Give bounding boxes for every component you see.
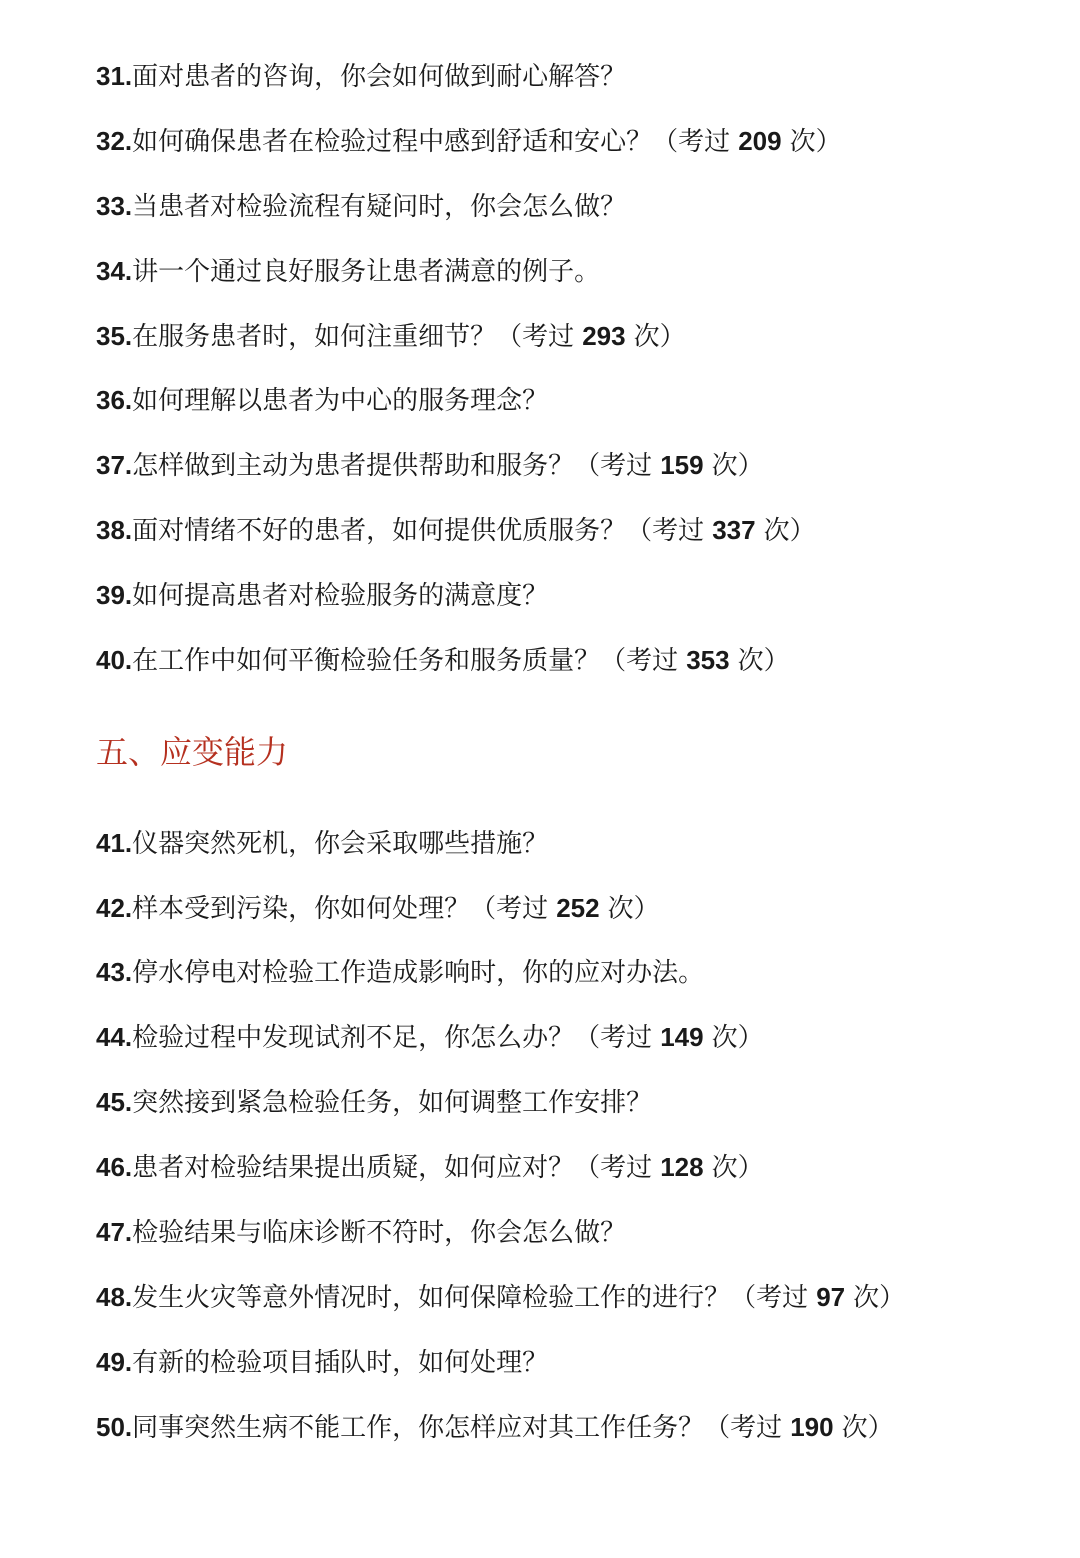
- exam-count-close: 次）: [633, 322, 686, 352]
- exam-count-open: （考过: [574, 1153, 653, 1183]
- exam-count-open: （考过: [600, 646, 679, 676]
- exam-count: 128: [660, 1152, 704, 1182]
- question-item: [96, 1407, 1056, 1447]
- exam-count-close: 次）: [789, 127, 842, 157]
- question-text: 如何提高患者对检验服务的满意度？: [132, 581, 549, 611]
- exam-count: 337: [712, 515, 756, 545]
- question-text: 突然接到紧急检验任务，如何调整工作安排？: [132, 1088, 653, 1118]
- exam-count-close: 次）: [607, 894, 660, 924]
- exam-count-close: 次）: [737, 646, 790, 676]
- question-number: 35.: [96, 321, 133, 351]
- question-text: 面对患者的咨询，你会如何做到耐心解答？: [132, 62, 627, 92]
- question-number: 47.: [96, 1217, 133, 1247]
- exam-count-open: （考过: [626, 516, 705, 546]
- exam-count: 353: [686, 645, 730, 675]
- question-text: 面对情绪不好的患者，如何提供优质服务？: [132, 516, 627, 546]
- question-text: 怎样做到主动为患者提供帮助和服务？: [132, 451, 575, 481]
- question-text: 当患者对检验流程有疑问时，你会怎么做？: [132, 192, 627, 222]
- question-number: 33.: [96, 191, 133, 221]
- question-number: 49.: [96, 1347, 133, 1377]
- question-text: 检验结果与临床诊断不符时，你会怎么做？: [132, 1218, 627, 1248]
- question-text: 患者对检验结果提出质疑，如何应对？: [132, 1153, 575, 1183]
- question-item: [96, 380, 1056, 420]
- question-number: 37.: [96, 450, 133, 480]
- question-item: [96, 1277, 1056, 1317]
- question-number: 42.: [96, 893, 133, 923]
- question-number: 39.: [96, 580, 133, 610]
- exam-count-close: 次）: [763, 516, 816, 546]
- exam-count: 252: [556, 893, 600, 923]
- section-heading: 五、应变能力: [96, 733, 289, 771]
- exam-count-open: （考过: [652, 127, 731, 157]
- question-number: 31.: [96, 61, 133, 91]
- question-number: 50.: [96, 1412, 133, 1442]
- question-number: 36.: [96, 385, 133, 415]
- question-text: 在工作中如何平衡检验任务和服务质量？: [132, 646, 601, 676]
- question-number: 45.: [96, 1087, 133, 1117]
- exam-count: 149: [660, 1022, 704, 1052]
- question-item: [96, 510, 1056, 550]
- exam-count-open: （考过: [496, 322, 575, 352]
- question-number: 32.: [96, 126, 133, 156]
- question-item: [96, 121, 1056, 161]
- exam-count-open: （考过: [470, 894, 549, 924]
- question-item: [96, 1017, 1056, 1057]
- question-text: 发生火灾等意外情况时，如何保障检验工作的进行？: [132, 1283, 731, 1313]
- question-item: [96, 575, 1056, 615]
- exam-count: 293: [582, 321, 626, 351]
- exam-count: 97: [816, 1282, 846, 1312]
- question-item: [96, 640, 1056, 680]
- question-item: [96, 888, 1056, 928]
- question-number: 44.: [96, 1022, 133, 1052]
- question-item: [96, 1082, 1056, 1122]
- question-item: [96, 823, 1056, 863]
- question-text: 如何确保患者在检验过程中感到舒适和安心？: [132, 127, 653, 157]
- question-number: 48.: [96, 1282, 133, 1312]
- question-item: [96, 186, 1056, 226]
- question-number: 38.: [96, 515, 133, 545]
- question-number: 41.: [96, 828, 133, 858]
- question-text: 在服务患者时，如何注重细节？: [132, 322, 497, 352]
- exam-count: 209: [738, 126, 782, 156]
- exam-count-open: （考过: [704, 1413, 783, 1443]
- question-item: [96, 316, 1056, 356]
- exam-count-open: （考过: [730, 1283, 809, 1313]
- exam-count-close: 次）: [711, 451, 764, 481]
- question-number: 46.: [96, 1152, 133, 1182]
- question-item: [96, 56, 1056, 96]
- question-number: 43.: [96, 957, 133, 987]
- question-text: 样本受到污染，你如何处理？: [132, 894, 471, 924]
- question-text: 如何理解以患者为中心的服务理念？: [132, 386, 549, 416]
- question-text: 停水停电对检验工作造成影响时，你的应对办法。: [132, 958, 705, 988]
- exam-count-close: 次）: [711, 1153, 764, 1183]
- exam-count-close: 次）: [841, 1413, 894, 1443]
- exam-count: 159: [660, 450, 704, 480]
- question-item: [96, 251, 1056, 291]
- question-item: [96, 445, 1056, 485]
- question-number: 40.: [96, 645, 133, 675]
- exam-count-open: （考过: [574, 1023, 653, 1053]
- question-text: 仪器突然死机，你会采取哪些措施？: [132, 829, 549, 859]
- question-item: [96, 952, 1056, 992]
- question-number: 34.: [96, 256, 133, 286]
- question-item: [96, 1212, 1056, 1252]
- question-text: 检验过程中发现试剂不足，你怎么办？: [132, 1023, 575, 1053]
- exam-count-close: 次）: [711, 1023, 764, 1053]
- exam-count-close: 次）: [853, 1283, 906, 1313]
- exam-count: 190: [790, 1412, 834, 1442]
- question-item: [96, 1147, 1056, 1187]
- question-item: [96, 1342, 1056, 1382]
- exam-count-open: （考过: [574, 451, 653, 481]
- question-text: 有新的检验项目插队时，如何处理？: [132, 1348, 549, 1378]
- question-text: 同事突然生病不能工作，你怎样应对其工作任务？: [132, 1413, 705, 1443]
- question-text: 讲一个通过良好服务让患者满意的例子。: [132, 257, 601, 287]
